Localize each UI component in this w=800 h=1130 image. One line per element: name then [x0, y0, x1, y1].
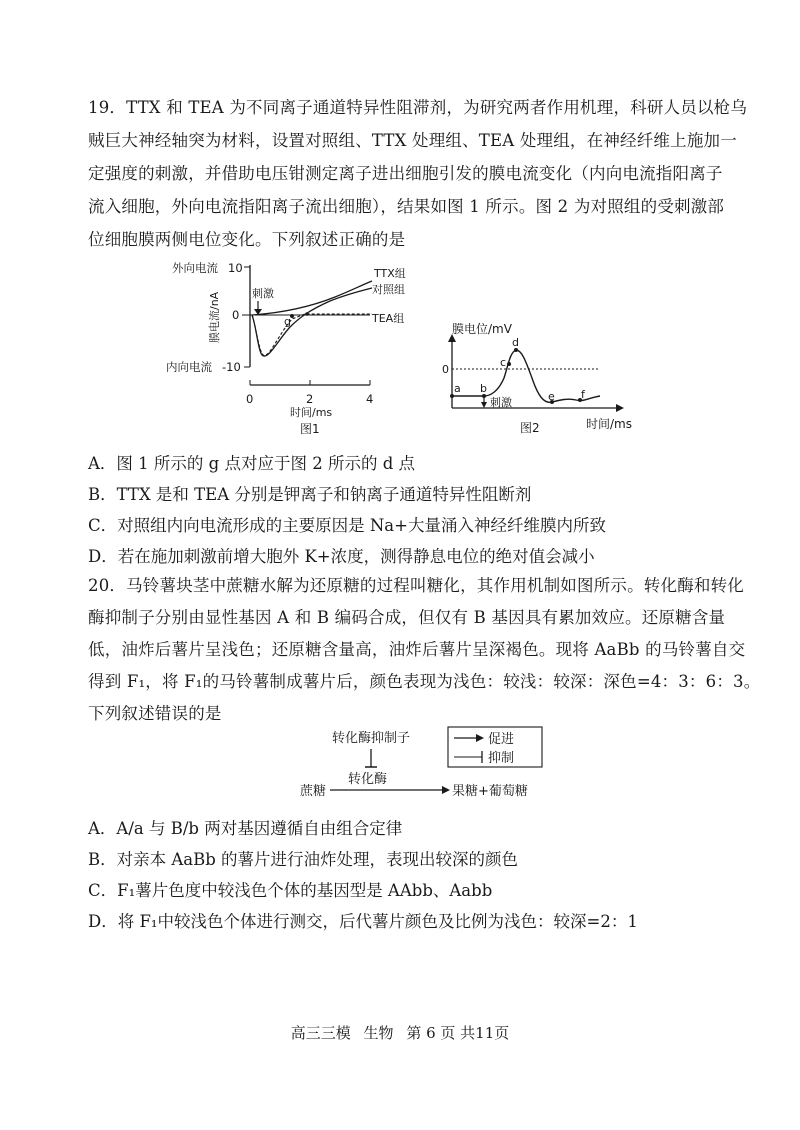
q20-line-2: 酶抑制子分别由显性基因 A 和 B 编码合成，但仅有 B 基因具有累加效应。还原糖含量	[88, 608, 726, 627]
saccharification-mechanism-diagram	[300, 725, 560, 805]
q20-option-a[interactable]: A．A/a 与 B/b 两对基因遵循自由组合定律	[88, 819, 403, 838]
fig2-point-f: f	[581, 388, 585, 401]
footer-grade: 高三三模	[290, 1024, 351, 1042]
fig2-potential-curve	[452, 350, 600, 402]
fig2-point-c: c	[500, 356, 507, 369]
fig1-legend-control: 对照组	[372, 283, 405, 296]
q19-option-a[interactable]: A．图 1 所示的 g 点对应于图 2 所示的 d 点	[88, 454, 415, 473]
fig1-tick-10: 10	[228, 261, 243, 275]
fig1-stimulus-label: 刺激	[252, 287, 274, 300]
fig1-x-axis-label: 时间/ms	[290, 406, 333, 419]
fig2-y-axis-label: 膜电位/mV	[452, 322, 512, 336]
q20-line-3: 低，油炸后薯片呈浅色；还原糖含量高，油炸后薯片呈深褐色。现将 AaBb 的马铃薯自交	[88, 640, 746, 659]
q19-option-d[interactable]: D．若在施加刺激前增大胞外 K+浓度，测得静息电位的绝对值会减小	[88, 547, 595, 566]
fig2-caption: 图2	[520, 421, 540, 435]
fig1-tea-curve	[252, 314, 372, 355]
fig1-caption: 图1	[300, 422, 320, 436]
diagram-legend-promote: 促进	[488, 732, 515, 747]
fig1-x-tick-0: 0	[246, 392, 254, 406]
fig1-x-tick-2: 2	[306, 392, 314, 406]
q19-option-b[interactable]: B．TTX 是和 TEA 分别是钾离子和钠离子通道特异性阻断剂	[88, 485, 532, 504]
fig2-point-e: e	[548, 390, 555, 403]
q19-line-4: 流入细胞，外向电流指阳离子流出细胞），结果如图 1 所示。图 2 为对照组的受刺激部	[88, 197, 725, 216]
fig1-point-g-label: g	[284, 315, 291, 328]
fig1-tick-0: 0	[232, 308, 240, 322]
diagram-enzyme: 转化酶	[348, 772, 388, 787]
figure-1-membrane-current	[160, 255, 430, 445]
fig1-y-axis-label: 膜电流/nA	[208, 291, 221, 343]
footer-page-number: 第 6 页 共11页	[406, 1024, 510, 1042]
fig1-x-tick-4: 4	[366, 392, 374, 406]
page-footer	[0, 1022, 800, 1043]
fig2-zero-label: 0	[442, 363, 449, 376]
fig1-tick-minus10: -10	[222, 360, 241, 374]
figure-2-membrane-potential	[440, 318, 650, 438]
fig2-x-axis-label: 时间/ms	[586, 417, 632, 431]
q20-option-d[interactable]: D．将 F₁中较浅色个体进行测交，后代薯片颜色及比例为浅色：较深=2：1	[88, 912, 638, 931]
q20-option-b[interactable]: B．对亲本 AaBb 的薯片进行油炸处理，表现出较深的颜色	[88, 850, 519, 869]
fig1-legend-tea: TEA组	[372, 312, 405, 325]
q19-line-2: 贼巨大神经轴突为材料，设置对照组、TTX 处理组、TEA 处理组，在神经纤维上施加一	[88, 131, 737, 150]
q20-line-5: 下列叙述错误的是	[88, 704, 222, 723]
q19-option-c[interactable]: C．对照组内向电流形成的主要原因是 Na+大量涌入神经纤维膜内所致	[88, 516, 606, 535]
q20-line-4: 得到 F₁，将 F₁的马铃薯制成薯片后，颜色表现为浅色：较浅：较深：深色=4：3：6：3。	[88, 672, 761, 691]
q19-line-1: 19．TTX 和 TEA 为不同离子通道特异性阻滞剂，为研究两者作用机理，科研人员以枪乌	[88, 98, 748, 117]
fig2-stimulus-label: 刺激	[490, 396, 512, 409]
q19-line-3: 定强度的刺激，并借助电压钳测定离子进出细胞引发的膜电流变化（内向电流指阳离子	[88, 164, 723, 183]
footer-subject: 生物	[363, 1024, 394, 1042]
diagram-inhibitor: 转化酶抑制子	[332, 731, 411, 746]
q20-option-c[interactable]: C．F₁薯片色度中较浅色个体的基因型是 AAbb、Aabb	[88, 881, 493, 900]
fig2-point-a: a	[454, 382, 461, 395]
q19-line-5: 位细胞膜两侧电位变化。下列叙述正确的是	[88, 230, 406, 249]
fig1-inward-label: 内向电流	[166, 360, 212, 374]
fig1-outward-label: 外向电流	[172, 261, 218, 275]
diagram-product: 果糖+葡萄糖	[452, 784, 528, 799]
diagram-substrate: 蔗糖	[300, 784, 327, 799]
fig2-point-d: d	[512, 336, 519, 349]
fig2-point-b: b	[480, 382, 487, 395]
fig1-legend-ttx: TTX组	[374, 267, 406, 280]
q20-line-1: 20．马铃薯块茎中蔗糖水解为还原糖的过程叫糖化，其作用机制如图所示。转化酶和转化	[88, 576, 744, 595]
diagram-legend-inhibit: 抑制	[488, 751, 515, 766]
